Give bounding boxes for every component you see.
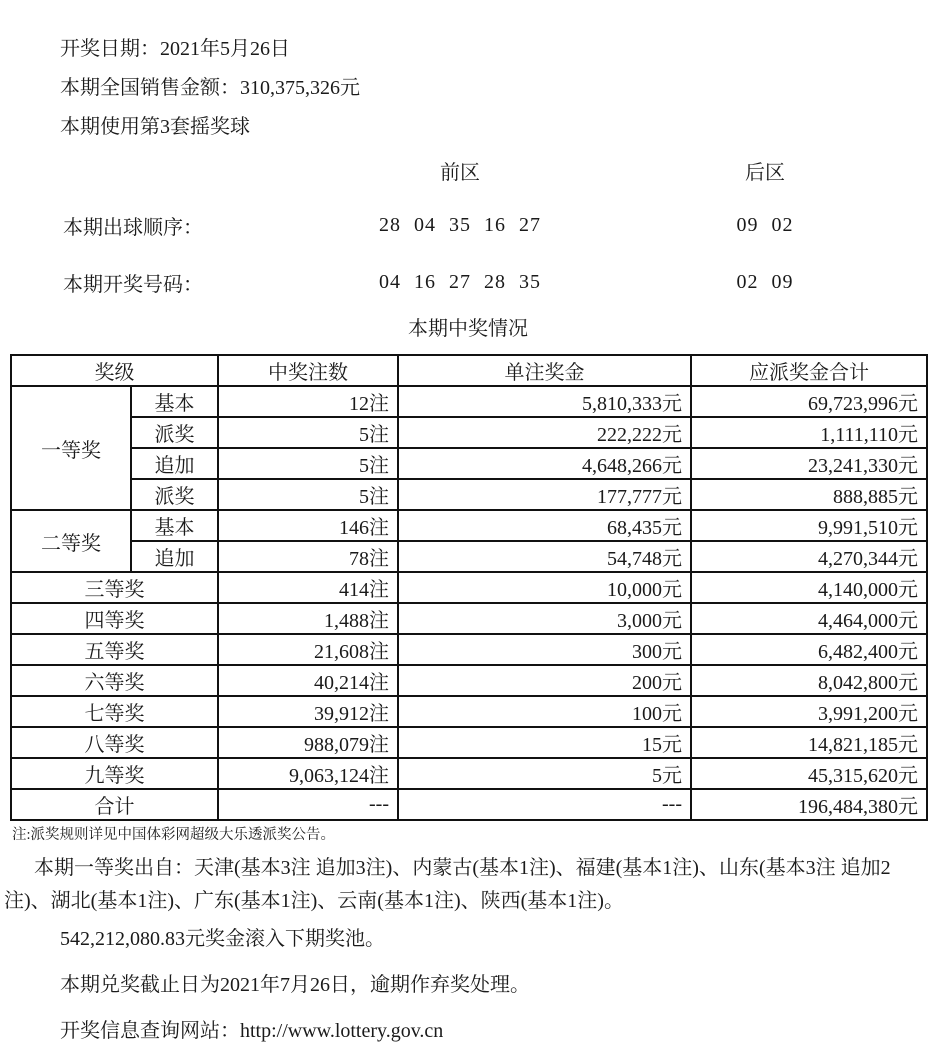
count-cell: 40,214注 [218, 665, 398, 696]
count-cell: 1,488注 [218, 603, 398, 634]
prize-group-cell: 四等奖 [11, 603, 218, 634]
prize-group-cell: 六等奖 [11, 665, 218, 696]
unit-prize-cell: 5元 [398, 758, 691, 789]
total-prize-cell: 14,821,185元 [691, 727, 927, 758]
total-prize-cell: 8,042,800元 [691, 665, 927, 696]
prize-table-title: 本期中奖情况 [408, 318, 528, 340]
total-prize-cell: 4,270,344元 [691, 541, 927, 572]
unit-prize-cell: 177,777元 [398, 479, 691, 510]
unit-prize-cell: 4,648,266元 [398, 448, 691, 479]
prize-group-cell: 二等奖 [11, 510, 131, 572]
total-prize-cell: 9,991,510元 [691, 510, 927, 541]
unit-prize-cell: 300元 [398, 634, 691, 665]
draw-info-block [60, 0, 936, 137]
prize-row [11, 696, 927, 727]
prize-sub-cell: 派奖 [131, 417, 218, 448]
first-prize-winners-note: 本期一等奖出自：天津(基本3注 追加3注)、内蒙古(基本1注)、福建(基本1注)、山东(基本3注 追加2注)、湖北(基本1注)、广东(基本1注)、云南(基本1注)、陕西(基本1注)。 [4, 857, 891, 912]
count-cell: 9,063,124注 [218, 758, 398, 789]
col-header-unit-prize: 单注奖金 [398, 355, 691, 386]
unit-prize-cell: --- [398, 789, 691, 820]
prize-table [10, 354, 928, 821]
sales-amount-line: 本期全国销售金额：310,375,326元 [60, 77, 360, 99]
count-cell: 5注 [218, 417, 398, 448]
col-header-count: 中奖注数 [218, 355, 398, 386]
ball-set-line: 本期使用第3套摇奖球 [60, 116, 250, 138]
total-row [11, 789, 927, 820]
unit-prize-cell: 200元 [398, 665, 691, 696]
draw-order-back-numbers: 09 02 [736, 214, 794, 236]
website-note: 开奖信息查询网站：http://www.lottery.gov.cn [60, 1020, 444, 1042]
prize-sub-cell: 追加 [131, 541, 218, 572]
total-prize-cell: 69,723,996元 [691, 386, 927, 417]
prize-row [11, 572, 927, 603]
prize-sub-cell: 追加 [131, 448, 218, 479]
unit-prize-cell: 10,000元 [398, 572, 691, 603]
rule-footnote: 注:派奖规则详见中国体彩网超级大乐透派奖公告。 [12, 827, 336, 843]
count-cell: 5注 [218, 448, 398, 479]
unit-prize-cell: 68,435元 [398, 510, 691, 541]
total-prize-cell: 888,885元 [691, 479, 927, 510]
unit-prize-cell: 3,000元 [398, 603, 691, 634]
count-cell: 988,079注 [218, 727, 398, 758]
prize-row [11, 386, 927, 417]
total-prize-cell: 196,484,380元 [691, 789, 927, 820]
rollover-note: 542,212,080.83元奖金滚入下期奖池。 [60, 928, 385, 950]
prize-group-cell: 八等奖 [11, 727, 218, 758]
unit-prize-cell: 54,748元 [398, 541, 691, 572]
prize-row [11, 603, 927, 634]
prize-row [11, 510, 927, 541]
count-cell: 146注 [218, 510, 398, 541]
prize-group-cell: 九等奖 [11, 758, 218, 789]
count-cell: 5注 [218, 479, 398, 510]
prize-sub-cell: 基本 [131, 510, 218, 541]
total-prize-cell: 4,464,000元 [691, 603, 927, 634]
prize-sub-cell: 派奖 [131, 479, 218, 510]
unit-prize-cell: 100元 [398, 696, 691, 727]
total-prize-cell: 6,482,400元 [691, 634, 927, 665]
count-cell: 414注 [218, 572, 398, 603]
total-prize-cell: 23,241,330元 [691, 448, 927, 479]
count-cell: 78注 [218, 541, 398, 572]
front-zone-label: 前区 [440, 162, 480, 184]
count-cell: 39,912注 [218, 696, 398, 727]
col-header-total-prize: 应派奖金合计 [691, 355, 927, 386]
prize-group-cell: 合计 [11, 789, 218, 820]
draw-date-line: 开奖日期：2021年5月26日 [60, 38, 290, 60]
prize-group-cell: 五等奖 [11, 634, 218, 665]
total-prize-cell: 3,991,200元 [691, 696, 927, 727]
back-zone-label: 后区 [745, 162, 785, 184]
winning-numbers-front: 04 16 27 28 35 [379, 271, 541, 293]
total-prize-cell: 4,140,000元 [691, 572, 927, 603]
unit-prize-cell: 222,222元 [398, 417, 691, 448]
winning-numbers-label: 本期开奖号码： [63, 274, 203, 296]
deadline-note: 本期兑奖截止日为2021年7月26日，逾期作弃奖处理。 [60, 974, 530, 996]
prize-table-header-row [11, 355, 927, 386]
winning-numbers-row [0, 268, 936, 297]
unit-prize-cell: 15元 [398, 727, 691, 758]
total-prize-cell: 1,111,110元 [691, 417, 927, 448]
draw-order-front-numbers: 28 04 35 16 27 [379, 214, 541, 236]
prize-group-cell: 三等奖 [11, 572, 218, 603]
prize-row [11, 541, 927, 572]
count-cell: --- [218, 789, 398, 820]
prize-row [11, 417, 927, 448]
prize-row [11, 479, 927, 510]
unit-prize-cell: 5,810,333元 [398, 386, 691, 417]
prize-row [11, 727, 927, 758]
prize-row [11, 758, 927, 789]
prize-row [11, 448, 927, 479]
count-cell: 21,608注 [218, 634, 398, 665]
draw-order-row [0, 211, 936, 240]
prize-row [11, 634, 927, 665]
total-prize-cell: 45,315,620元 [691, 758, 927, 789]
prize-sub-cell: 基本 [131, 386, 218, 417]
prize-group-cell: 一等奖 [11, 386, 131, 510]
draw-order-label: 本期出球顺序： [63, 217, 203, 239]
winning-numbers-back: 02 09 [736, 271, 794, 293]
zone-header-row [0, 156, 936, 185]
prize-group-cell: 七等奖 [11, 696, 218, 727]
prize-row [11, 665, 927, 696]
count-cell: 12注 [218, 386, 398, 417]
col-header-prize-level: 奖级 [11, 355, 218, 386]
